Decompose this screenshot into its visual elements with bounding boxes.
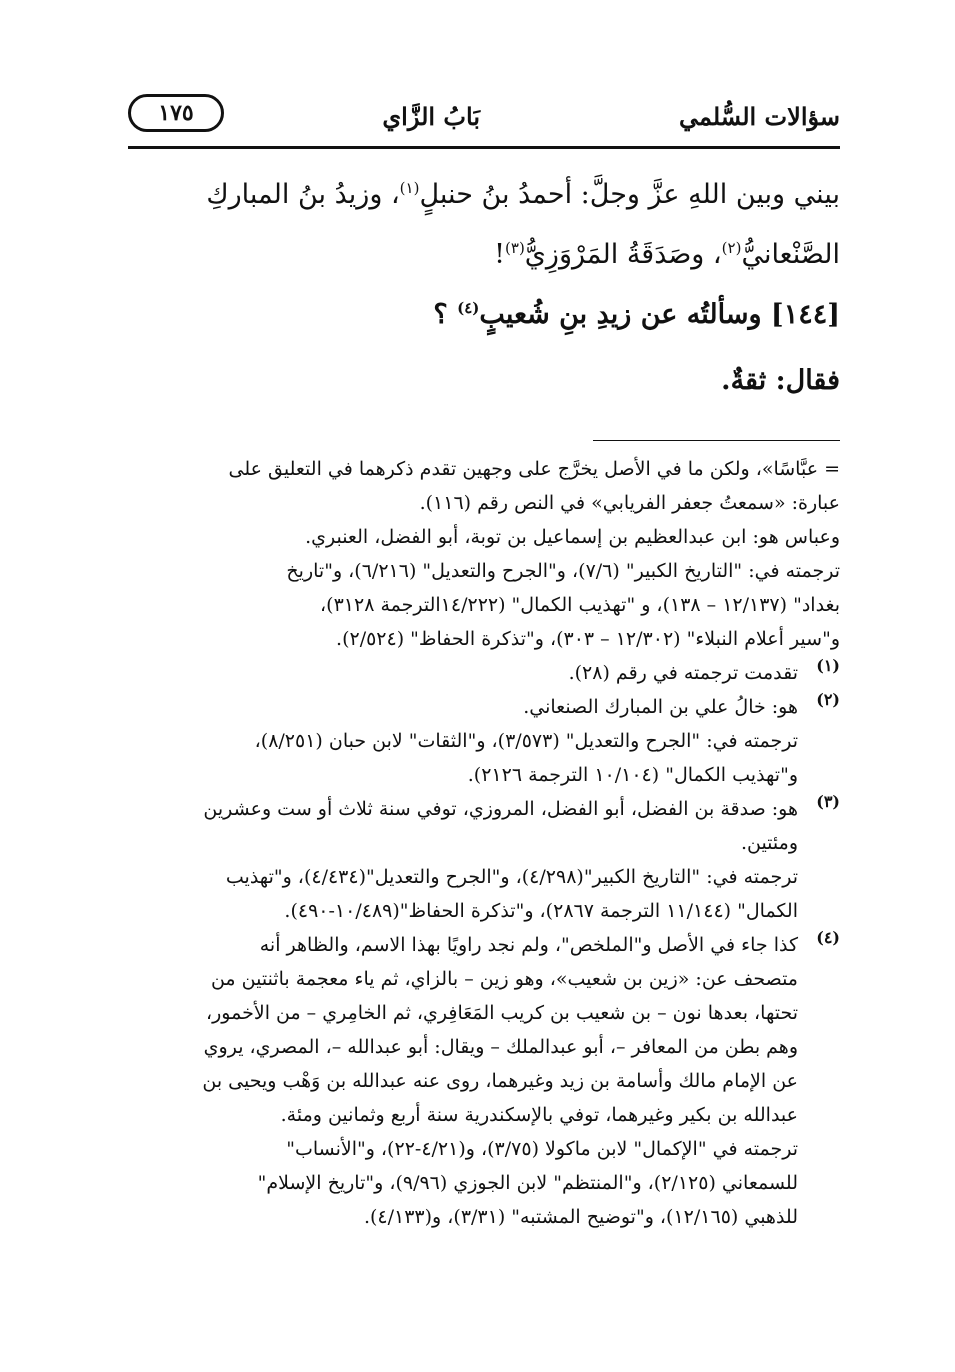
footnote-ref-4: (٤) [457,299,480,317]
main-text-segment: ! [494,239,506,270]
page-number: ١٧٥ [128,94,224,132]
footnote-line: وهم بطن من المعافر –، أبو عبدالملك – ويقال: أبو عبدالله –، المصري، يروي [203,1036,798,1058]
main-text-segment: ، وصَدَقَةُ المَرْوَزِيُّ [524,239,722,270]
footnote-line: ومئتين. [740,832,798,854]
footnote-line: و"تهذيب الكمال" (١٠/١٠٤ الترجمة ٢١٢٦). [467,764,798,786]
footnote-ref-3: (٣) [505,239,525,257]
footnote-number: (١) [816,656,840,675]
footnote-separator [593,440,840,441]
footnote-line: بغداد" (١٢/١٣٧ – ١٣٨)، و "تهذيب الكمال" (١٤/٢٢٢الترجمة ٣١٢٨)، [320,594,840,616]
footnote-line: الكمال" (١١/١٤٤ الترجمة ٢٨٦٧)، و"تذكرة الحفاظ"(١٠/٤٨٩-٤٩٠). [284,900,798,922]
chapter-title: بَابُ الزَّاي [382,102,480,131]
entry-number: [١٤٤] [770,299,840,330]
main-text-segment: بيني وبين اللهِ عزَّ وجلَّ: أحمدُ بنُ حنبلٍ [419,179,840,210]
footnote-ref-1: (١) [399,179,420,197]
footnotes [128,452,840,1234]
footnote-number: (٣) [816,792,840,811]
footnote-4 [128,928,840,1234]
footnote-line: عبارة: «سمعتُ جعفر الفريابي» في النص رقم (١١٦). [419,492,840,514]
footnote-ref-2: (٢) [721,239,742,257]
entry-question-mark: ؟ [433,299,448,330]
header-rule [128,146,840,149]
footnote-continuation [128,452,840,656]
footnote-line: تحتها، بعدها نون – بن شعيب بن كريب المَعَافِري، ثم الخامِري – من الأخمور، [206,1002,798,1024]
main-text-segment: ، وزيدُ بنُ المباركِ [206,179,400,210]
main-text-segment: الصَّنْعانيُّ [741,239,840,270]
footnote-line: للسمعاني (٢/١٢٥)، و"المنتظم" لابن الجوزي (٩/٩٦)، و"تاريخ الإسلام" [257,1172,798,1194]
footnote-line: وعباس هو: ابن عبدالعظيم بن إسماعيل بن توبة، أبو الفضل، العنبري. [305,526,840,548]
footnote-line: عن الإمام مالك وأسامة بن زيد وغيرهما، روى عنه عبدالله بن وَهْب ويحيى بن [202,1070,798,1092]
footnote-line: متصحف عن: «زين بن شعيب»، وهو زين – بالزاي، ثم ياء معجمة باثنتين من [210,968,798,990]
footnote-number: (٤) [816,928,840,947]
main-line-2 [128,225,840,285]
main-line-1 [128,165,840,225]
footnote-2 [128,690,840,792]
footnote-line: للذهبي (١٢/١٦٥)، و"توضيح المشتبه" (٣/٣١)، و(٤/١٣٣). [363,1206,798,1228]
footnote-line: عبدالله بن بكير وغيرهما، توفي بالإسكندرية سنة أربع وثمانين ومئة. [280,1104,798,1126]
footnote-number: (٢) [816,690,840,709]
footnote-line: = عبَّاسًا»، ولكن ما في الأصل يخرَّج على وجهين تقدم ذكرهما في التعليق على [228,458,840,480]
main-text [128,165,840,411]
entry-question: وسألتُه عن زيدِ بنِ شُعيبٍ [479,299,762,330]
footnote-line: تقدمت ترجمته في رقم (٢٨). [568,662,798,684]
footnote-line: ترجمته في "الإكمال" لابن ماكولا (٣/٧٥)، و(٤/٢١-٢٢)، و"الأنساب" [286,1138,798,1160]
footnote-line: ترجمته في: "التاريخ الكبير" (٧/٦)، و"الجرح والتعديل" (٦/٢١٦)، و"تاريخ [286,560,840,582]
footnote-1 [128,656,840,690]
footnote-line: هو: صدقة بن الفضل، أبو الفضل، المروزي، توفي سنة ثلاث أو ست وعشرين [203,798,798,820]
footnote-3 [128,792,840,928]
page-header [128,92,840,142]
book-title: سؤالات السُّلمي [678,102,840,131]
footnote-line: ترجمته في: "الجرح والتعديل" (٣/٥٧٣)، و"الثقات" لابن حبان (٨/٢٥١)، [254,730,798,752]
entry-144 [128,285,840,345]
entry-answer: فقال: ثقةٌ. [721,365,840,396]
footnote-line: كذا جاء في الأصل و"الملخص"، ولم نجد راويًا بهذا الاسم، والظاهر أنه [259,934,798,956]
footnote-line: و"سير أعلام النبلاء" (١٢/٣٠٢ – ٣٠٣)، و"تذكرة الحفاظ" (٢/٥٢٤). [336,628,840,650]
footnote-line: هو: خالُ علي بن المبارك الصنعاني. [523,696,798,718]
footnote-line: ترجمته في: "التاريخ الكبير"(٤/٢٩٨)، و"الجرح والتعديل"(٤/٤٣٤)، و"تهذيب [225,866,798,888]
